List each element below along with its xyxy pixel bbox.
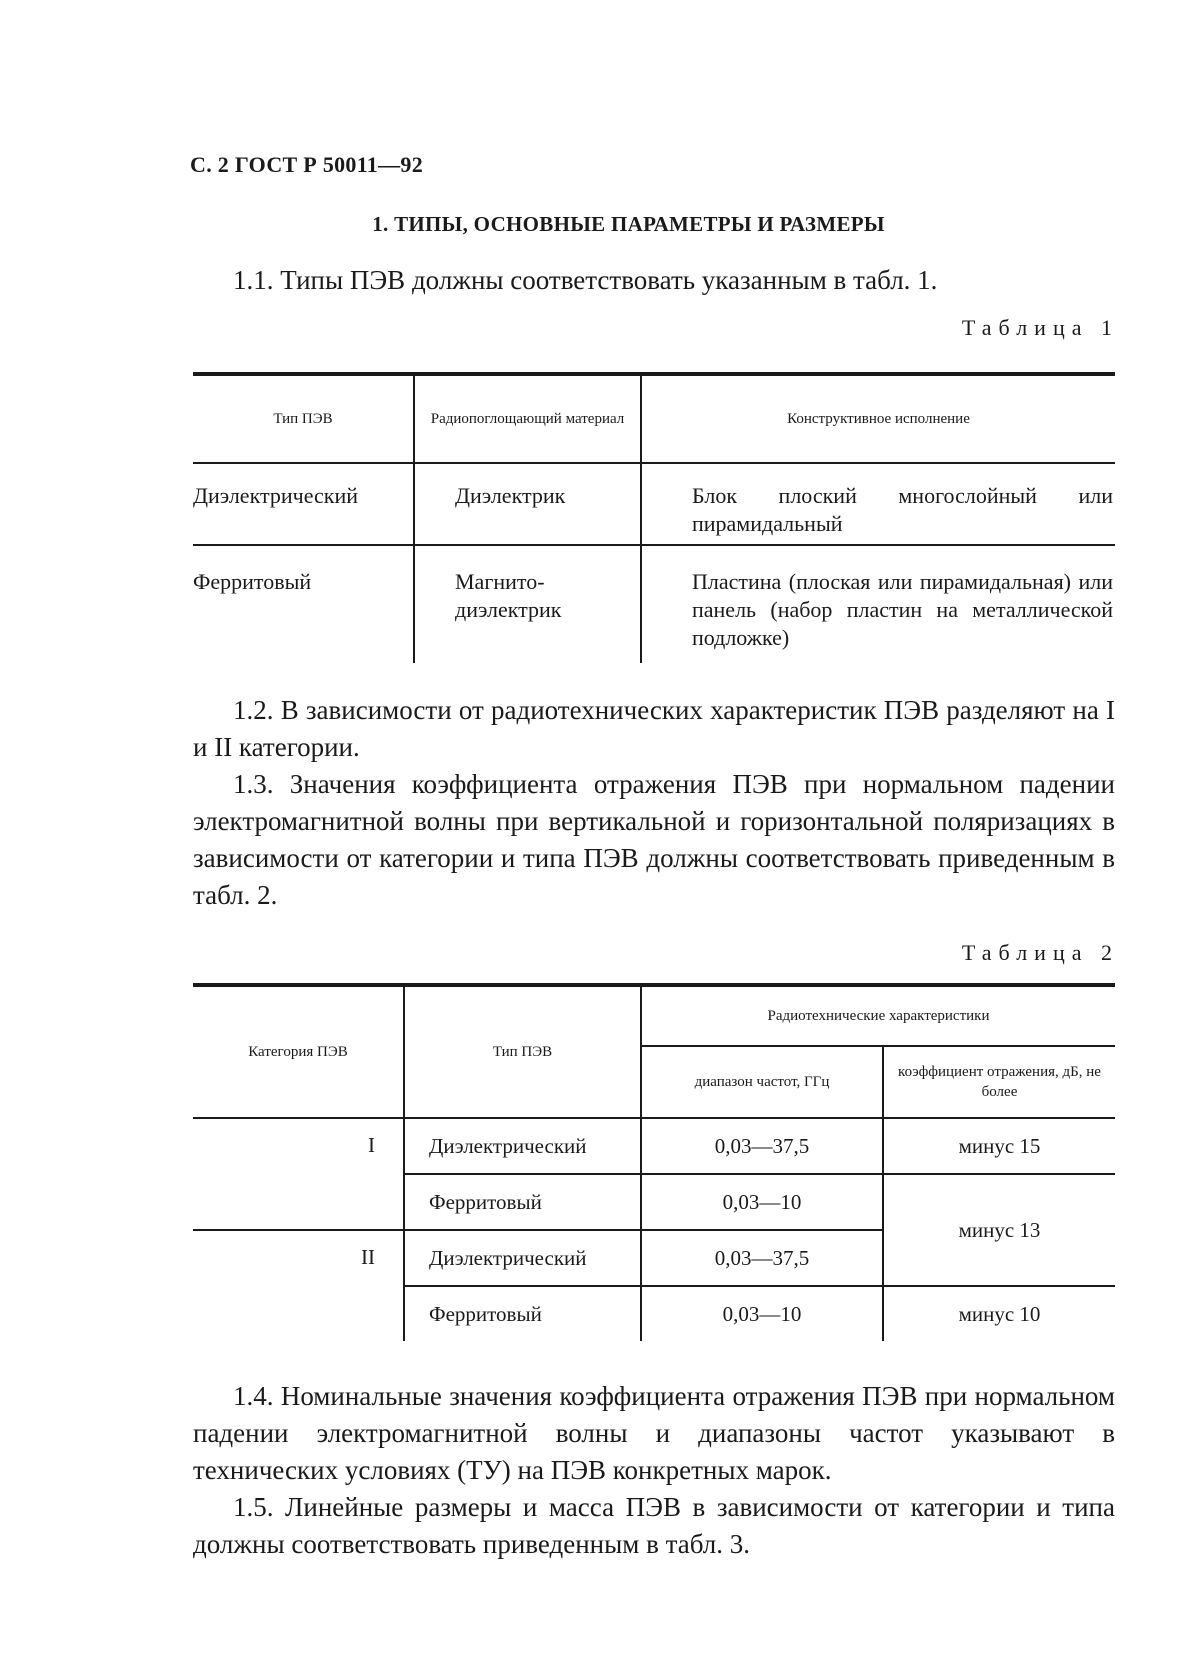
paragraph-1-2-text: 1.2. В зависимости от радиотехнических характеристик ПЭВ разделяют на I и II категории.: [193, 695, 1115, 762]
table2-cell-freq: 0,03—37,5: [641, 1230, 883, 1286]
table1-cell-material: Диэлектрик: [414, 463, 641, 545]
table1-caption: Таблица 1: [961, 315, 1119, 340]
paragraph-1-3-text: 1.3. Значения коэффициента отражения ПЭВ при нормальном падении электромагнитной волны при вертикальной и горизонтальной поляризациях в зависимости от категории и типа ПЭВ должны соответствовать приведенным в табл. 2.: [193, 769, 1115, 910]
table2-cell-category: I: [193, 1118, 404, 1230]
paragraph-1-3: [193, 766, 1115, 914]
table2-header-coef: коэффициент отражения, дБ, не более: [883, 1046, 1115, 1118]
table-row: [193, 545, 1115, 663]
table1-cell-design: Пластина (плоская или пирамидальная) или панель (набор пластин на металлической подложке): [692, 569, 1113, 650]
section-title: 1. ТИПЫ, ОСНОВНЫЕ ПАРАМЕТРЫ И РАЗМЕРЫ: [372, 212, 885, 236]
paragraph-1-5: [193, 1489, 1115, 1563]
table2-header-row: [193, 985, 1115, 1046]
table2-cell-type: Диэлектрический: [404, 1118, 641, 1174]
table2-cell-type: Ферритовый: [404, 1286, 641, 1341]
page-header: С. 2 ГОСТ Р 50011—92: [190, 152, 424, 177]
table2-header-rt: Радиотехнические характеристики: [641, 985, 1115, 1046]
table2-cell-type: Диэлектрический: [404, 1230, 641, 1286]
table2-cell-freq: 0,03—10: [641, 1174, 883, 1230]
table2-header-type: Тип ПЭВ: [404, 985, 641, 1118]
table1-cell-design: Блок плоский многослойный или пирамидальный: [641, 463, 1115, 545]
table2-cell-freq: 0,03—37,5: [641, 1118, 883, 1174]
table2-header-freq: диапазон частот, ГГц: [641, 1046, 883, 1118]
table1-cell-type: Ферритовый: [193, 545, 414, 663]
table2-caption: Таблица 2: [961, 940, 1119, 965]
table2-cell-coef: минус 10: [958, 1301, 1041, 1326]
table1-cell-type: Диэлектрический: [193, 463, 414, 545]
paragraph-1-2: [193, 692, 1115, 766]
table1-header-design: Конструктивное исполнение: [641, 374, 1115, 463]
table2-cell-freq: 0,03—10: [641, 1286, 883, 1341]
table1-header-row: [193, 374, 1115, 463]
table2-cell-coef: минус 13: [883, 1174, 1115, 1286]
paragraph-1-5-text: 1.5. Линейные размеры и масса ПЭВ в зависимости от категории и типа должны соответствовать приведенным в табл. 3.: [193, 1492, 1115, 1559]
table2-cell-category: II: [193, 1230, 404, 1341]
table-1: [193, 372, 1115, 663]
table1-header-type: Тип ПЭВ: [193, 374, 414, 463]
table1-header-material: Радиопоглощающий материал: [414, 374, 641, 463]
paragraph-1-1: [193, 262, 1115, 299]
table2-header-category: Категория ПЭВ: [193, 985, 404, 1118]
paragraph-1-4: [193, 1378, 1115, 1489]
table-row: [193, 1118, 1115, 1174]
table2-cell-coef: минус 15: [883, 1118, 1115, 1174]
paragraph-1-1-text: 1.1. Типы ПЭВ должны соответствовать указанным в табл. 1.: [233, 265, 938, 295]
table1-cell-material: Магнито-диэлектрик: [414, 545, 641, 663]
paragraph-1-4-text: 1.4. Номинальные значения коэффициента отражения ПЭВ при нормальном падении электромагнитной волны и диапазоны частот указывают в технических условиях (ТУ) на ПЭВ конкретных марок.: [193, 1381, 1115, 1485]
table-2: [193, 983, 1115, 1341]
table-row: [193, 463, 1115, 545]
table2-cell-type: Ферритовый: [404, 1174, 641, 1230]
